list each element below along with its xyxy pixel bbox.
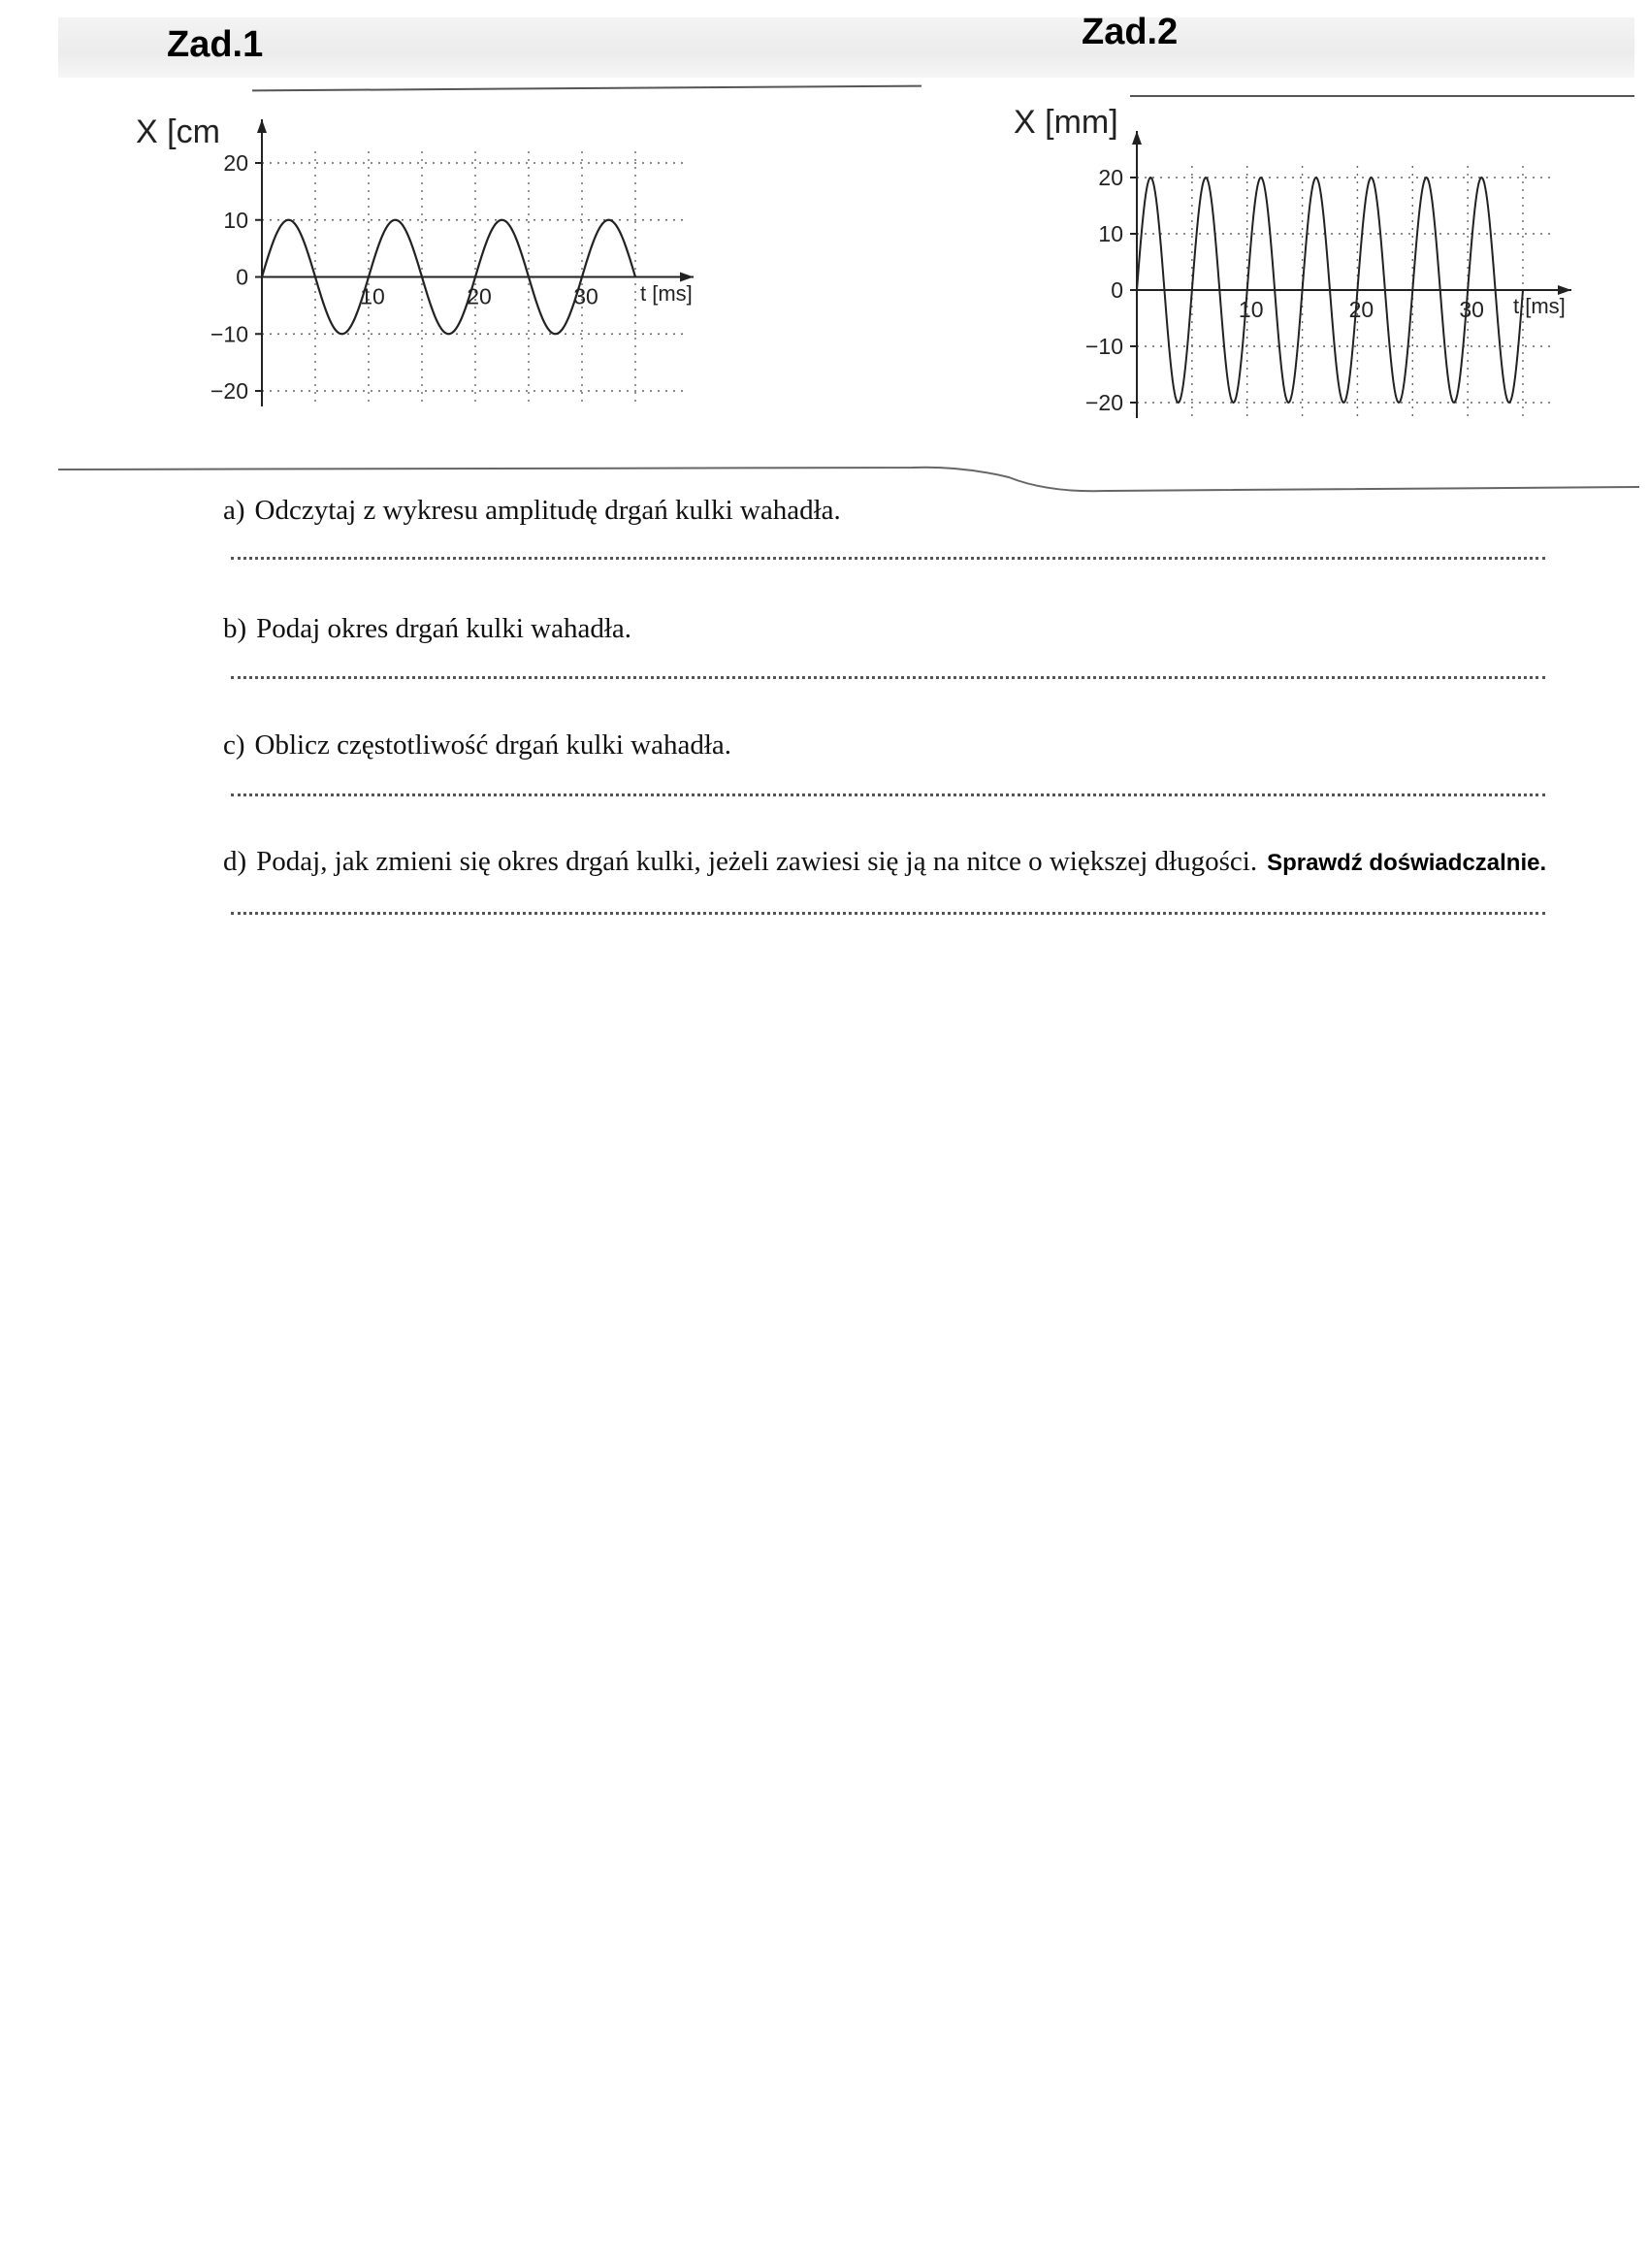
y-tick-label: 10 <box>1098 221 1123 246</box>
x-axis-label: t [ms] <box>1513 294 1566 318</box>
question-c <box>223 729 731 761</box>
answer-line-b <box>231 676 1545 679</box>
x-tick-label: 20 <box>1348 297 1374 322</box>
x-tick-label: 20 <box>467 283 492 309</box>
answer-line-c <box>231 794 1545 796</box>
question-label: b) <box>223 613 247 644</box>
header-rule-left <box>252 85 922 92</box>
question-a <box>223 495 841 527</box>
y-axis-label: X [cm <box>136 113 220 150</box>
chart-axes <box>1132 131 1571 418</box>
question-text: Podaj, jak zmieni się okres drgań kulki, jeżeli zawiesi się ją na nitce o większej długości. <box>256 846 1258 877</box>
x-tick-label: 10 <box>1238 297 1264 322</box>
x-tick-label: 10 <box>360 283 385 309</box>
question-label: a) <box>223 495 245 526</box>
y-tick-label: 0 <box>236 264 248 290</box>
question-label: d) <box>223 846 247 877</box>
y-axis-arrow <box>257 119 267 133</box>
y-tick-label: −20 <box>210 378 248 404</box>
y-axis-arrow <box>1132 131 1142 145</box>
x-axis-arrow <box>680 273 694 282</box>
question-note: Sprawdź doświadczalnie. <box>1267 850 1547 876</box>
question-text: Podaj okres drgań kulki wahadła. <box>256 613 632 644</box>
x-axis-label: t [ms] <box>640 281 693 306</box>
x-tick-label: 30 <box>1459 297 1484 322</box>
y-tick-label: 0 <box>1111 277 1123 303</box>
chart-zad1 <box>126 102 708 422</box>
question-b <box>223 613 631 645</box>
y-tick-label: 20 <box>1098 165 1123 190</box>
question-label: c) <box>223 729 245 761</box>
x-tick-label: 30 <box>573 283 598 309</box>
question-d <box>223 846 1546 878</box>
y-tick-label: −10 <box>210 321 248 347</box>
answer-line-a <box>231 557 1545 560</box>
scanned-header-strip <box>58 17 1634 78</box>
y-tick-label: 10 <box>223 207 248 233</box>
header-rule-right <box>1130 95 1634 97</box>
y-tick-label: 20 <box>223 150 248 176</box>
question-text: Oblicz częstotliwość drgań kulki wahadła. <box>254 729 732 761</box>
y-axis-label: X [mm] <box>1014 104 1118 141</box>
answer-line-d <box>231 912 1545 915</box>
chart-zad2 <box>1009 102 1630 432</box>
question-text: Odczytaj z wykresu amplitudę drgań kulki wahadła. <box>254 495 841 526</box>
y-tick-label: −10 <box>1084 334 1123 359</box>
y-tick-label: −20 <box>1084 390 1123 415</box>
task-1-label: Zad.1 <box>167 24 264 65</box>
task-2-label: Zad.2 <box>1082 12 1179 52</box>
